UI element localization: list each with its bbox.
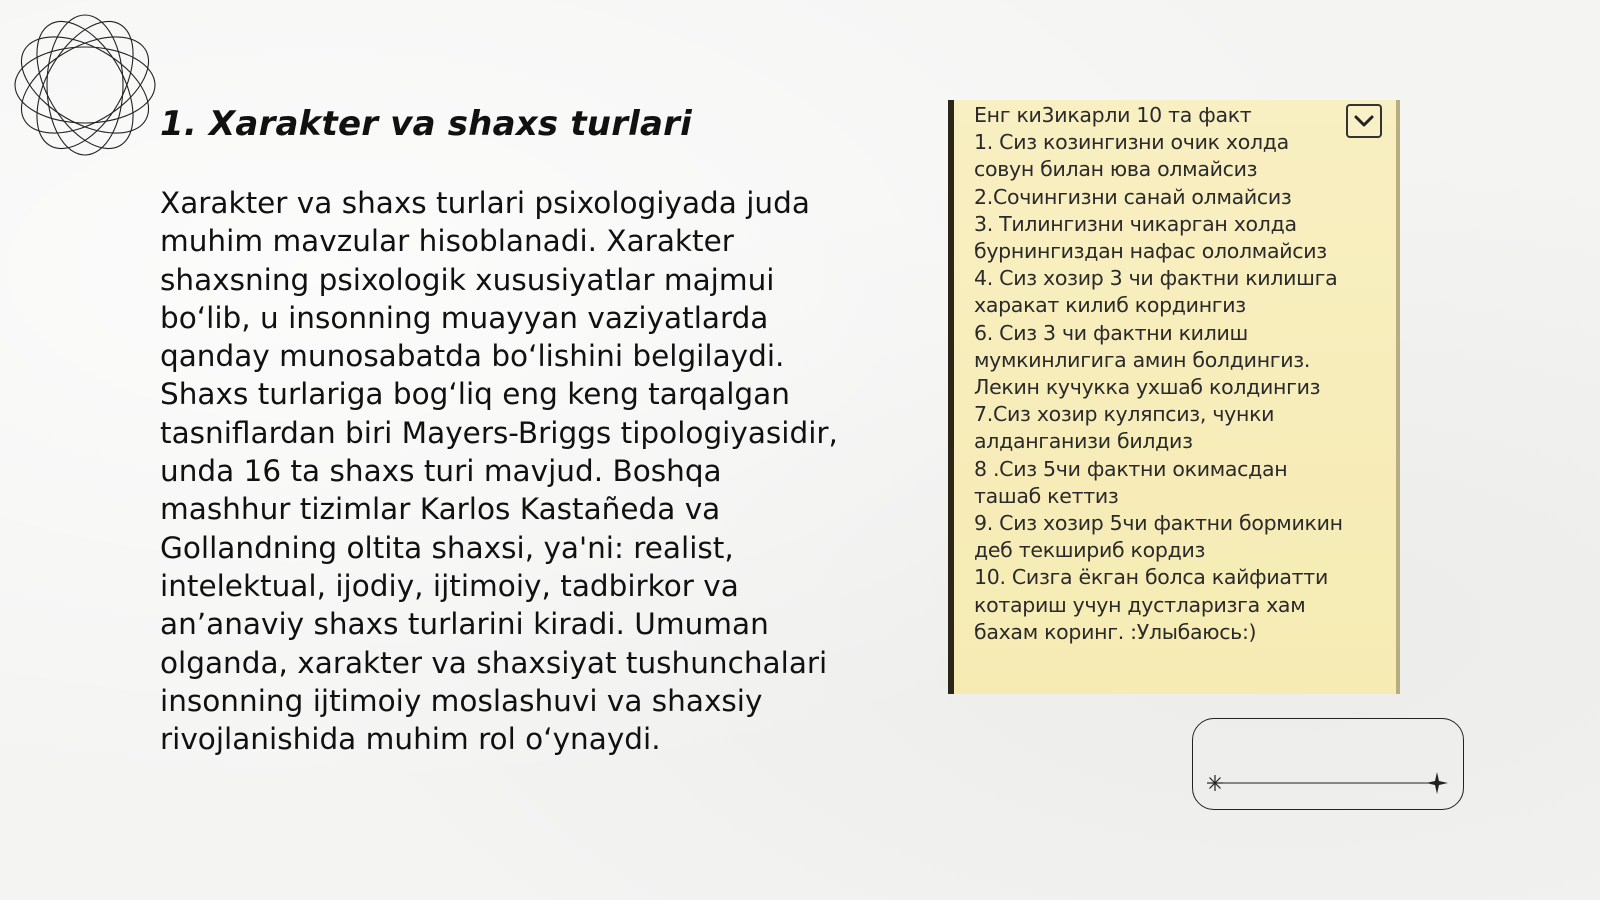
facts-line: 7.Сиз хозир куляпсиз, чунки [974,402,1275,427]
facts-list [974,102,1374,646]
facts-line: 8 .Сиз 5чи фактни окимасдан [974,456,1288,481]
slide-body-text: Xarakter va shaxs turlari psixologiyada juda muhim mavzular hisoblanadi. Xarakter shaxsning psixologik xususiyatlar majmui bo‘lib, u insonning muayyan vaziyatlarda qanday munosabatda bo‘lishini belgilaydi. Shaxs turlariga bog‘liq eng keng tarqalgan tasniflardan biri Mayers-Briggs tipologiyasidir, unda 16 ta shaxs turi mavjud. Boshqa mashhur tizimlar Karlos Kastañeda va Gollandning oltita shaxsi, ya'ni: realist, intelektual, ijodiy, ijtimoiy, tadbirkor va an’anaviy shaxs turlarini kiradi. Umuman olganda, xarakter va shaxsiyat tushunchalari insonning ijtimoiy moslashuvi va shaxsiy rivojlanishida muhim rol o‘ynaydi. [160,186,838,757]
sparkle-line-icon [1205,771,1451,795]
facts-line: котариш учун дустларизга хам [974,592,1306,617]
dropdown-button[interactable] [1346,104,1382,138]
facts-line: деб текшириб кордиз [974,538,1206,563]
facts-line: 1. Сиз козингизни очик холда [974,130,1289,155]
facts-line: харакат килиб кордингиз [974,293,1246,318]
facts-line: бурнингиздан нафас ололмайсиз [974,239,1327,264]
facts-line: 4. Сиз хозир 3 чи фактни килишга [974,266,1338,291]
facts-line: 9. Сиз хозир 5чи фактни бормикин [974,511,1343,536]
facts-image [948,100,1400,694]
spirograph-logo-icon [10,10,160,160]
facts-line: 6. Сиз 3 чи фактни килиш [974,320,1248,345]
facts-line: 3. Тилингизни чикарган холда [974,211,1297,236]
facts-line: Енг ки3икарли 10 та факт [974,103,1252,127]
facts-line: алданганизи билдиз [974,429,1193,454]
chevron-down-icon [1353,111,1375,131]
facts-line: 10. Сизга ёкган болса кайфиатти [974,565,1328,590]
facts-line: бахам коринг. :Улыбаюсь:) [974,619,1257,644]
facts-line: ташаб кеттиз [974,483,1119,508]
facts-line: совун билан юва олмайсиз [974,157,1258,182]
facts-line: 2.Сочингизни санай олмайсиз [974,184,1292,209]
decorative-frame [1192,718,1464,810]
facts-line: Лекин кучукка ухшаб колдингиз [974,375,1321,400]
facts-line: мумкинлигига амин болдингиз. [974,347,1311,372]
slide-title: 1. Xarakter va shaxs turlari [160,104,692,144]
